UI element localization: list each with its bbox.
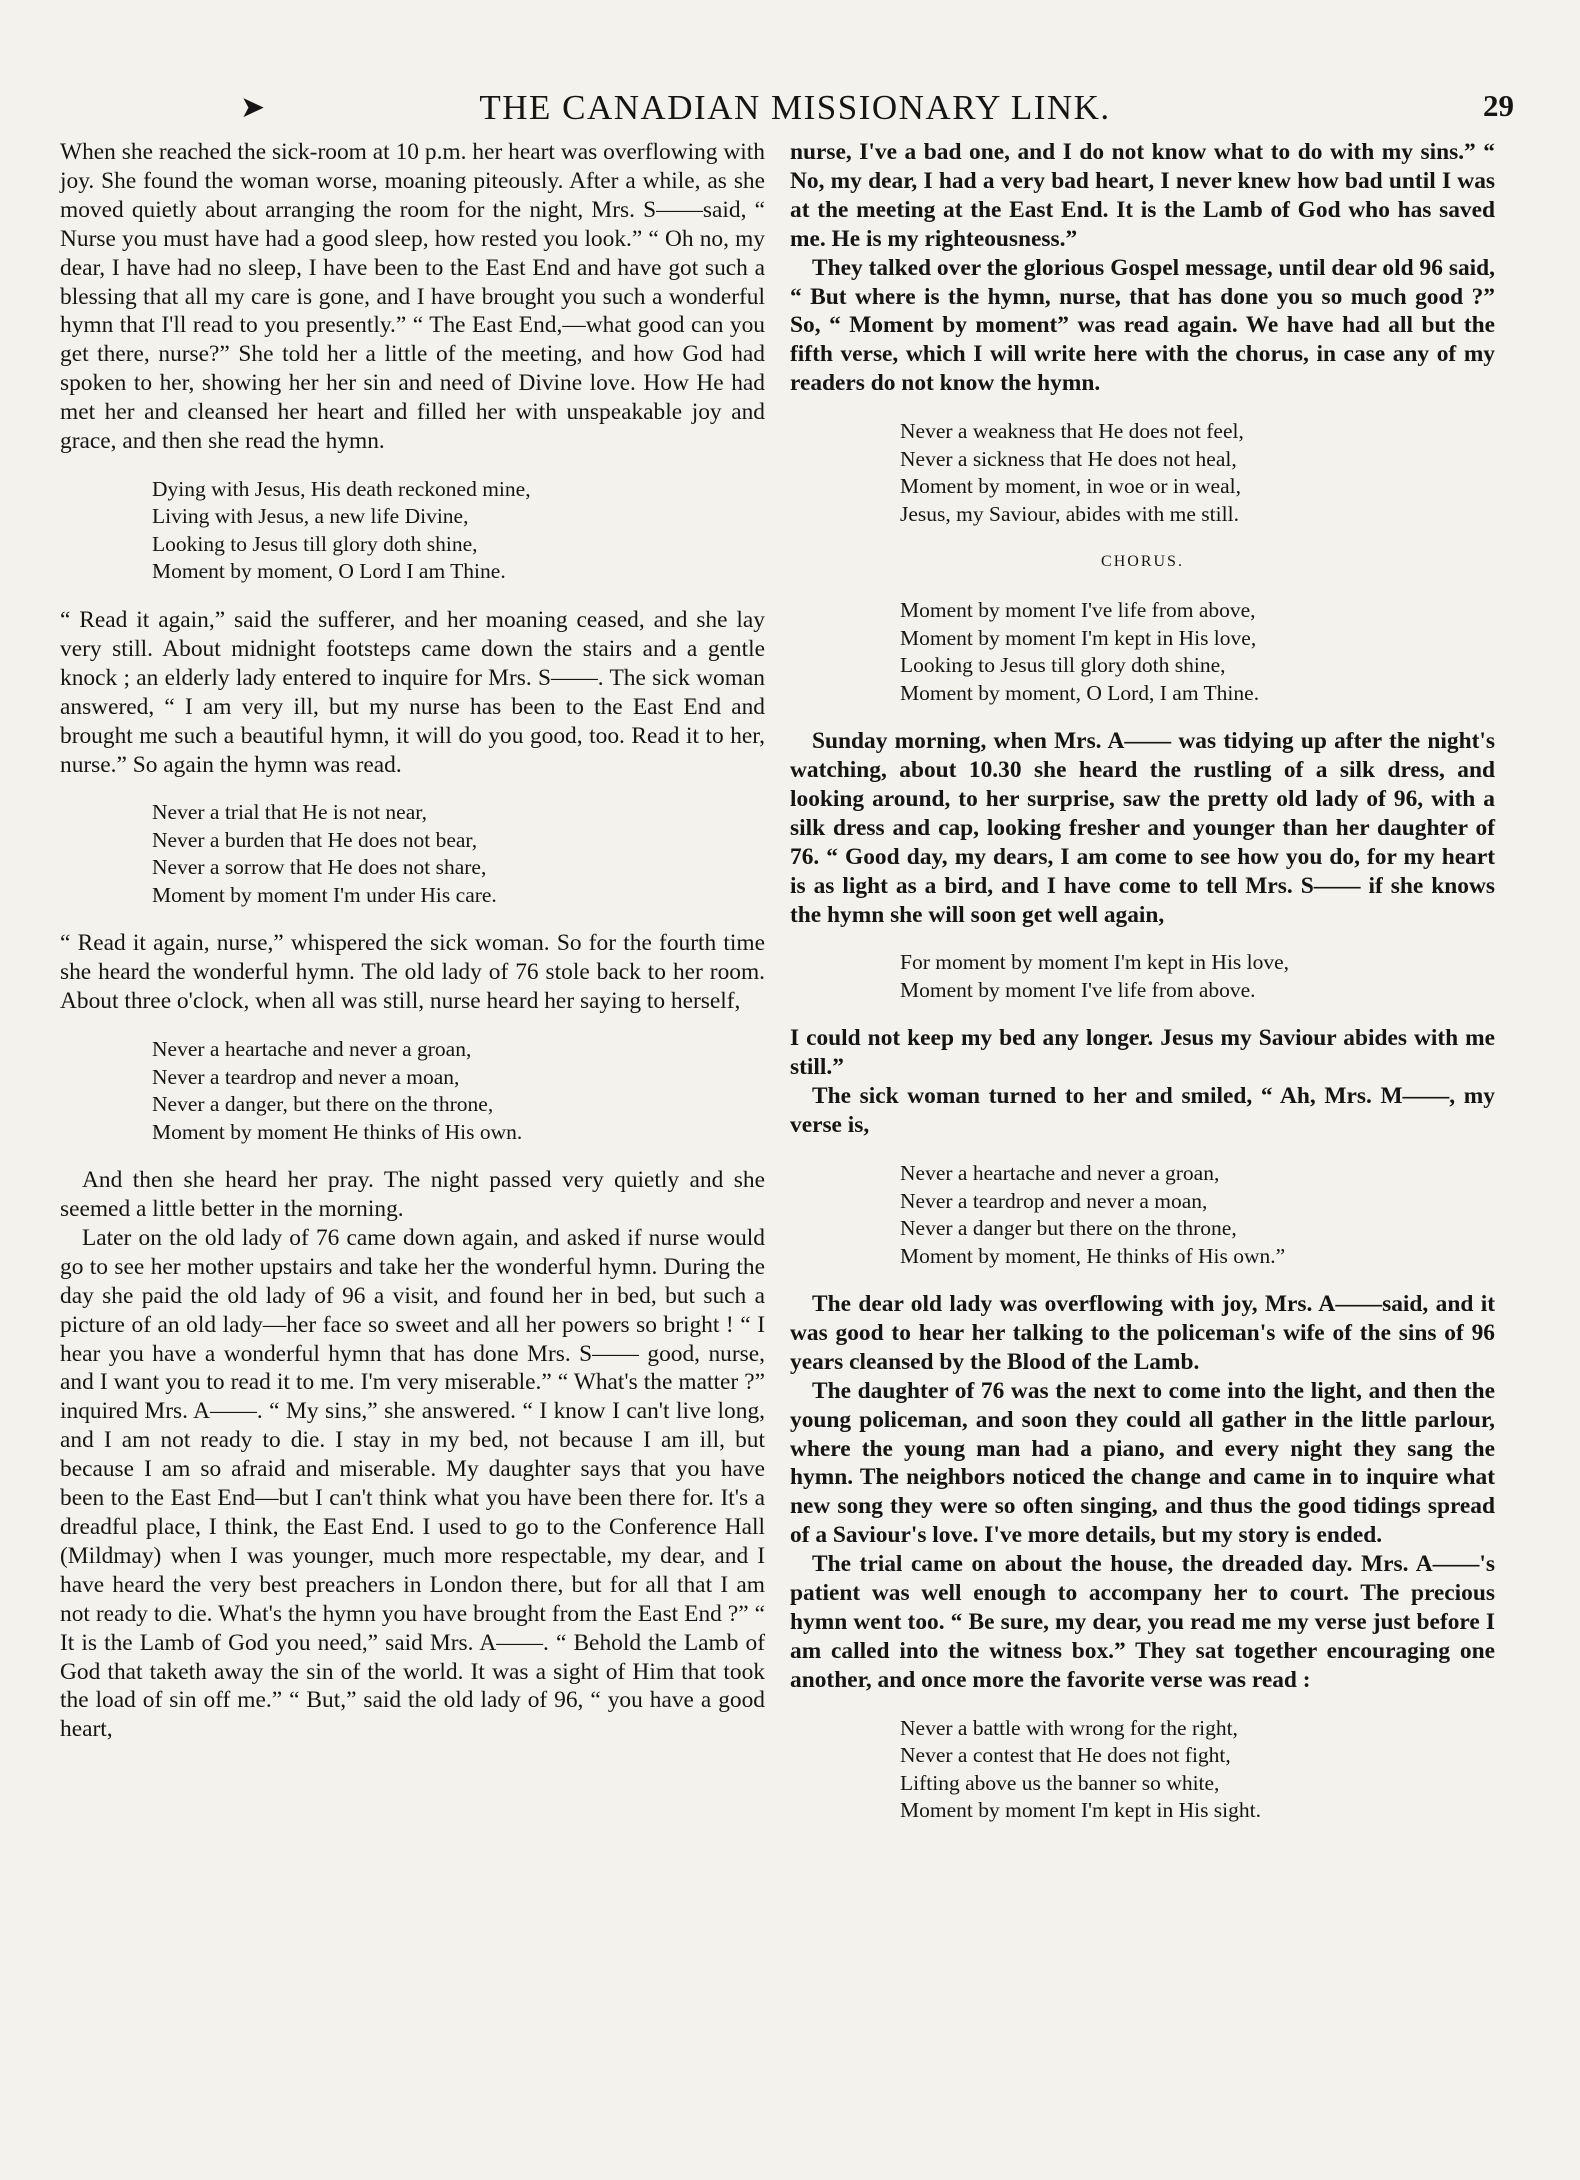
verse-line: Moment by moment I'm kept in His sight. [900, 1798, 1261, 1823]
page-number: 29 [1483, 88, 1514, 123]
verse-line: Moment by moment, O Lord, I am Thine. [900, 680, 1260, 705]
verse-line: Never a trial that He is not near, [152, 800, 427, 825]
verse-line: Looking to Jesus till glory doth shine, [900, 653, 1226, 678]
paragraph: Later on the old lady of 76 came down again, and asked if nurse would go to see her mother upstairs and take her the wonderful hymn. During the day she paid the old lady of 96 a visit, and found her in bed, but such a picture of an old lady—her face so sweet and all her powers so bright ! “ I hear you have a wonderful hymn that has done Mrs. S—— good, nurse, and I want you to read it to me. I'm very miserable.” “ What's the matter ?” inquired Mrs. A——. “ My sins,” she answered. “ I know I can't live long, and I am not ready to die. I stay in my bed, not because I am ill, but because I am so afraid and miserable. My daughter says that you have been to the East End—but I can't think what you have been there for. It's a dreadful place, I think, the East End. I used to go to the Conference Hall (Mildmay) when I was younger, much more respectable, my dear, and I have heard the very best preachers in London there, but for all that I am not ready to die. What's the hymn you have brought from the East End ?” “ It is the Lamb of God you need,” said Mrs. A——. “ Behold the Lamb of God that taketh away the sin of the world. It was a sight of Him that took the load of sin off me.” “ But,” said the old lady of 96, “ you have a good heart, [60, 1224, 765, 1743]
verse-line: Never a burden that He does not bear, [152, 827, 478, 852]
verse-line: For moment by moment I'm kept in His love, [900, 950, 1290, 975]
verse-line: Moment by moment He thinks of His own. [152, 1119, 523, 1144]
verse-line: Never a heartache and never a groan, [152, 1037, 472, 1062]
verse-line: Moment by moment, He thinks of His own.” [900, 1243, 1286, 1268]
hymn-verse [900, 1160, 1495, 1270]
verse-line: Living with Jesus, a new life Divine, [152, 504, 469, 529]
verse-line: Never a sorrow that He does not share, [152, 855, 487, 880]
hymn-verse [900, 949, 1495, 1004]
left-column [60, 138, 765, 1744]
verse-line: Never a danger, but there on the throne, [152, 1092, 494, 1117]
chorus-heading: CHORUS. [1101, 553, 1184, 571]
paragraph: They talked over the glorious Gospel message, until dear old 96 said, “ But where is the hymn, nurse, that has done you so much good ?” So, “ Moment by moment” was read again. We have had all but the fifth verse, which I will write here with the chorus, in case any of my readers do not know the hymn. [790, 254, 1495, 397]
page-title: THE CANADIAN MISSIONARY LINK. [479, 88, 1111, 127]
verse-line: Moment by moment I've life from above, [900, 598, 1256, 623]
page-header [60, 88, 1530, 138]
hymn-verse [152, 1036, 765, 1146]
verse-line: Moment by moment, in woe or in weal, [900, 474, 1241, 499]
verse-line: Never a teardrop and never a moan, [900, 1188, 1208, 1213]
verse-line: Lifting above us the banner so white, [900, 1770, 1220, 1795]
paragraph: And then she heard her pray. The night passed very quietly and she seemed a little better in the morning. [60, 1167, 765, 1223]
hymn-verse [152, 799, 765, 909]
verse-line: Never a battle with wrong for the right, [900, 1715, 1238, 1740]
paragraph: I could not keep my bed any longer. Jesus my Saviour abides with me still.” [790, 1025, 1495, 1081]
hymn-verse [900, 418, 1495, 528]
verse-line: Never a contest that He does not fight, [900, 1743, 1231, 1768]
verse-line: Moment by moment I'm kept in His love, [900, 625, 1257, 650]
paragraph: “ Read it again, nurse,” whispered the sick woman. So for the fourth time she heard the wonderful hymn. The old lady of 76 stole back to her room. About three o'clock, when all was still, nurse heard her saying to herself, [60, 930, 765, 1015]
verse-line: Moment by moment I'm under His care. [152, 882, 497, 907]
paragraph: nurse, I've a bad one, and I do not know what to do with my sins.” “ No, my dear, I had a very bad heart, I never knew how bad until I was at the meeting at the East End. It is the Lamb of God who has saved me. He is my righteousness.” [790, 139, 1495, 252]
hymn-verse [152, 476, 765, 586]
verse-line: Never a weakness that He does not feel, [900, 419, 1244, 444]
right-column [790, 138, 1495, 1845]
verse-line: Moment by moment I've life from above. [900, 977, 1256, 1002]
verse-line: Never a danger but there on the throne, [900, 1216, 1237, 1241]
verse-line: Dying with Jesus, His death reckoned mine, [152, 476, 531, 501]
hymn-chorus [900, 597, 1495, 707]
paragraph: The sick woman turned to her and smiled, “ Ah, Mrs. M——, my verse is, [790, 1083, 1495, 1139]
paragraph: When she reached the sick-room at 10 p.m. her heart was overflowing with joy. She found the woman worse, moaning piteously. After a while, as she moved quietly about arranging the room for the night, Mrs. S——said, “ Nurse you must have had a good sleep, how rested you look.” “ Oh no, my dear, I have had no sleep, I have been to the East End and have got such a blessing that all my care is gone, and I have brought you such a wonderful hymn that I'll read to you presently.” “ The East End,—what good can you get there, nurse?” She told her a little of the meeting, and how God had spoken to her, showing her her sin and need of Divine love. How He had met her and cleansed her heart and filled her with unspeakable joy and grace, and then she read the hymn. [60, 139, 765, 455]
paragraph: The daughter of 76 was the next to come into the light, and then the young policeman, and soon they could all gather in the little parlour, where the young man had a piano, and every night they sang the hymn. The neighbors noticed the change and came in to inquire what new song they were so often singing, and thus the good tidings spread of a Saviour's love. I've more details, but my story is ended. [790, 1377, 1495, 1549]
verse-line: Moment by moment, O Lord I am Thine. [152, 559, 506, 584]
verse-line: Never a sickness that He does not heal, [900, 446, 1237, 471]
paragraph: The dear old lady was overflowing with joy, Mrs. A——said, and it was good to hear her talking to the policeman's wife of the sins of 96 years cleansed by the Blood of the Lamb. [790, 1291, 1495, 1375]
verse-line: Never a heartache and never a groan, [900, 1161, 1220, 1186]
verse-line: Never a teardrop and never a moan, [152, 1064, 460, 1089]
verse-line: Looking to Jesus till glory doth shine, [152, 531, 478, 556]
paragraph: The trial came on about the house, the dreaded day. Mrs. A——'s patient was well enough to accompany her to court. The precious hymn went too. “ Be sure, my dear, you read me my verse just before I am called into the witness box.” They sat together encouraging one another, and once more the favorite verse was read : [790, 1551, 1495, 1693]
paragraph: “ Read it again,” said the sufferer, and her moaning ceased, and she lay very still. About midnight footsteps came down the stairs and a gentle knock ; an elderly lady entered to inquire for Mrs. S——. The sick woman answered, “ I am very ill, but my nurse has been to the East End and brought me such a beautiful hymn, it will do you good, too. Read it to her, nurse.” So again the hymn was read. [60, 606, 765, 778]
paragraph: Sunday morning, when Mrs. A—— was tidying up after the night's watching, about 10.30 she heard the rustling of a silk dress, and looking around, to her surprise, saw the pretty old lady of 96, with a silk dress and cap, looking fresher and younger than her daughter of 76. “ Good day, my dears, I am come to see how you do, for my heart is as light as a bird, and I have come to tell Mrs. S—— if she knows the hymn she will soon get well again, [790, 728, 1495, 928]
hymn-verse [900, 1715, 1495, 1825]
verse-line: Jesus, my Saviour, abides with me still. [900, 501, 1239, 526]
arrow-marker-icon: ➤ [240, 91, 266, 124]
